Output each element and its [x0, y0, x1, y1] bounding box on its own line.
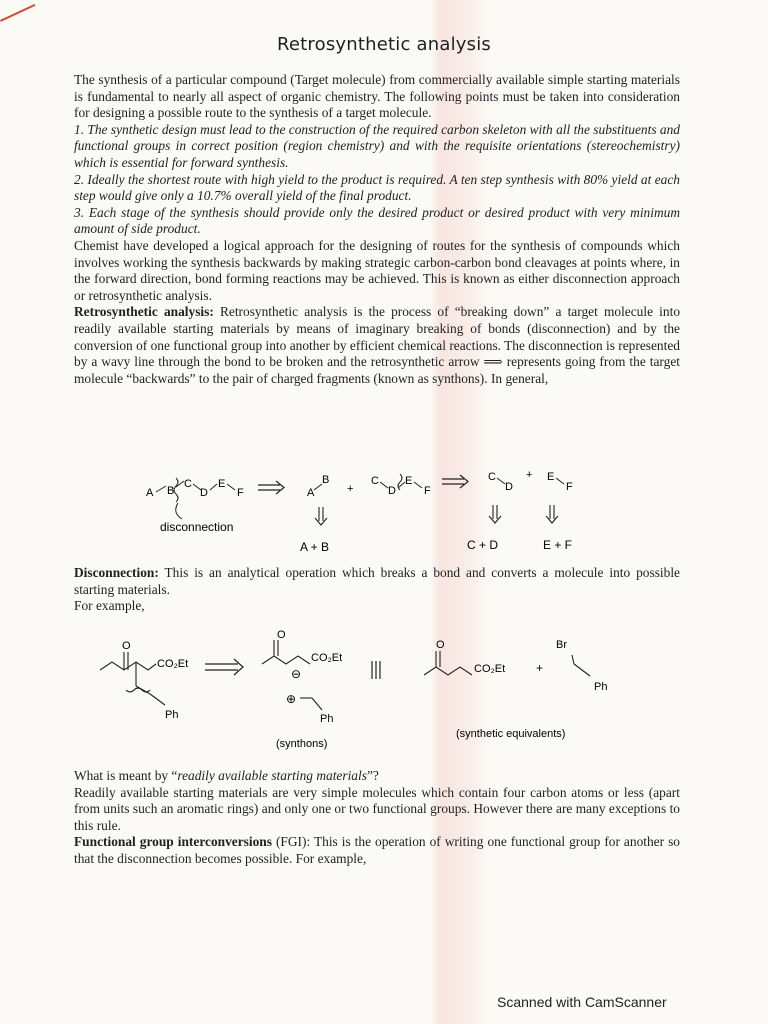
question-emphasis: readily available starting materials	[177, 768, 367, 783]
atom-c: C	[184, 478, 192, 490]
atom-d: D	[200, 487, 208, 499]
point-2: 2. Ideally the shortest route with high yield to the product is required. A ten step synthesis with 80% yield at each step would give only a 10.7% overall yield of the final product.	[74, 171, 680, 204]
atom-e: E	[218, 478, 226, 490]
benzyl-bromide	[572, 655, 590, 676]
equivalent-ketoester	[424, 651, 472, 675]
point-3: 3. Each stage of the synthesis should provide only the desired product or desired product with very minimum amount of side product.	[74, 204, 680, 237]
approach-paragraph: Chemist have developed a logical approach for the designing of routes for the synthesis of compounds which involves working the synthesis backwards by making strategic carbon-carbon bond cleavages at points where, in the forward direction, bond forming reactions may be achieved. This is known as either disconnection approach or retrosynthetic analysis.	[74, 237, 680, 303]
oxygen-label: O	[436, 639, 445, 651]
atom-a: A	[146, 487, 154, 499]
retro-arrow-3	[205, 659, 243, 675]
phenyl-label: Ph	[594, 681, 608, 693]
ester-label: CO₂Et	[157, 658, 189, 670]
fgi-paragraph	[74, 834, 680, 867]
disconnection-text: This is an analytical operation which breaks a bond and converts a molecule into possible starting materials.	[74, 565, 680, 597]
retro-text: Retrosynthetic analysis is the process of “breaking down” a target molecule into readily available starting materials by means of imaginary breaking of bonds (disconnection) and by the conversion of one functional group into another by efficient chemical reactions. The disconnection is represented by a wavy line through the bond to be broken and the retrosynthetic arrow ⟹ represents going from the target molecule “backwards” to the pair of charged fragments (known as synthons). In general,	[74, 304, 681, 386]
oxygen-label: O	[122, 640, 131, 652]
bromine-label: Br	[556, 639, 567, 651]
retro-arrow-1	[258, 481, 284, 494]
answer-paragraph: Readily available starting materials are very simple molecules which contain four carbon atoms or less (apart from units such an aromatic rings) and only one or two functional groups. However there are many exceptions to this rule.	[74, 784, 680, 833]
equivalence-sign	[372, 661, 380, 679]
general-molecule	[146, 478, 244, 534]
atom-e: E	[547, 471, 555, 483]
atom-a: A	[307, 487, 315, 499]
disconnection-heading: Disconnection:	[74, 565, 159, 580]
atom-c: C	[488, 471, 496, 483]
carbanion-charge: ⊖	[291, 667, 302, 681]
atom-b: B	[322, 474, 330, 486]
synthons-final	[488, 469, 573, 493]
retro-arrow-2	[442, 475, 468, 488]
plus-sign: +	[536, 661, 544, 675]
question-line	[74, 768, 680, 785]
ester-label: CO₂Et	[474, 663, 506, 675]
question-suffix: ”?	[366, 768, 379, 783]
product-ab: A + B	[300, 540, 330, 554]
fgi-heading: Functional group interconversions	[74, 834, 272, 850]
synthon-enolate	[262, 640, 310, 664]
disconnection-section	[74, 565, 680, 615]
bond	[156, 486, 166, 492]
scanner-watermark: Scanned with CamScanner	[497, 994, 667, 1010]
synthon-benzyl	[300, 698, 322, 710]
synthon-cdef	[371, 474, 431, 497]
retro-heading: Retrosynthetic analysis:	[74, 304, 214, 320]
readily-available-section	[74, 768, 680, 868]
disconnection-label: disconnection	[160, 520, 234, 534]
equivalents-caption: (synthetic equivalents)	[456, 728, 566, 740]
atom-f: F	[424, 485, 431, 497]
example-line: For example,	[74, 598, 145, 614]
wavy-disconnection-line	[398, 474, 402, 490]
intro-paragraph: The synthesis of a particular compound (Target molecule) from commercially available simple starting materials is fundamental to nearly all aspect of organic chemistry. The following points must be taken into consideration for designing a possible route to the synthesis of a target molecule.	[74, 72, 680, 121]
atom-e: E	[405, 475, 413, 487]
bond	[210, 484, 217, 490]
phenyl-label: Ph	[320, 713, 334, 725]
atom-d: D	[505, 481, 513, 493]
question-prefix: What is meant by “	[74, 768, 178, 783]
target-ketoester	[100, 652, 165, 705]
atom-d: D	[388, 485, 396, 497]
synthon-ab	[307, 474, 353, 499]
plus-sign: +	[526, 469, 533, 481]
synthons-caption: (synthons)	[276, 738, 328, 750]
product-cd: C + D	[467, 538, 499, 552]
down-arrows	[315, 505, 558, 525]
atom-c: C	[371, 475, 379, 487]
point-1: 1. The synthetic design must lead to the construction of the required carbon skeleton with all the substituents and functional groups in correct position (region chemistry) and with the requisite orientations (stereochemistry) which is essential for forward synthesis.	[74, 121, 680, 170]
pointer-curve	[176, 503, 182, 519]
atom-b: B	[167, 485, 175, 497]
plus-sign: +	[347, 483, 354, 495]
disconnection-paragraph	[74, 565, 680, 598]
bond	[227, 484, 235, 490]
product-ef: E + F	[543, 538, 573, 552]
wavy-disconnection-line	[174, 478, 178, 502]
atom-f: F	[566, 481, 573, 493]
ester-label: CO₂Et	[311, 652, 343, 664]
fgi-text: (FGI): This is the operation of writing one functional group for another so that the disconnection becomes possible. For example,	[74, 834, 680, 866]
carbocation-charge: ⊕	[286, 692, 297, 706]
page-title: Retrosynthetic analysis	[277, 34, 491, 55]
oxygen-label: O	[277, 629, 286, 641]
atom-f: F	[237, 487, 244, 499]
phenyl-label: Ph	[165, 709, 179, 721]
